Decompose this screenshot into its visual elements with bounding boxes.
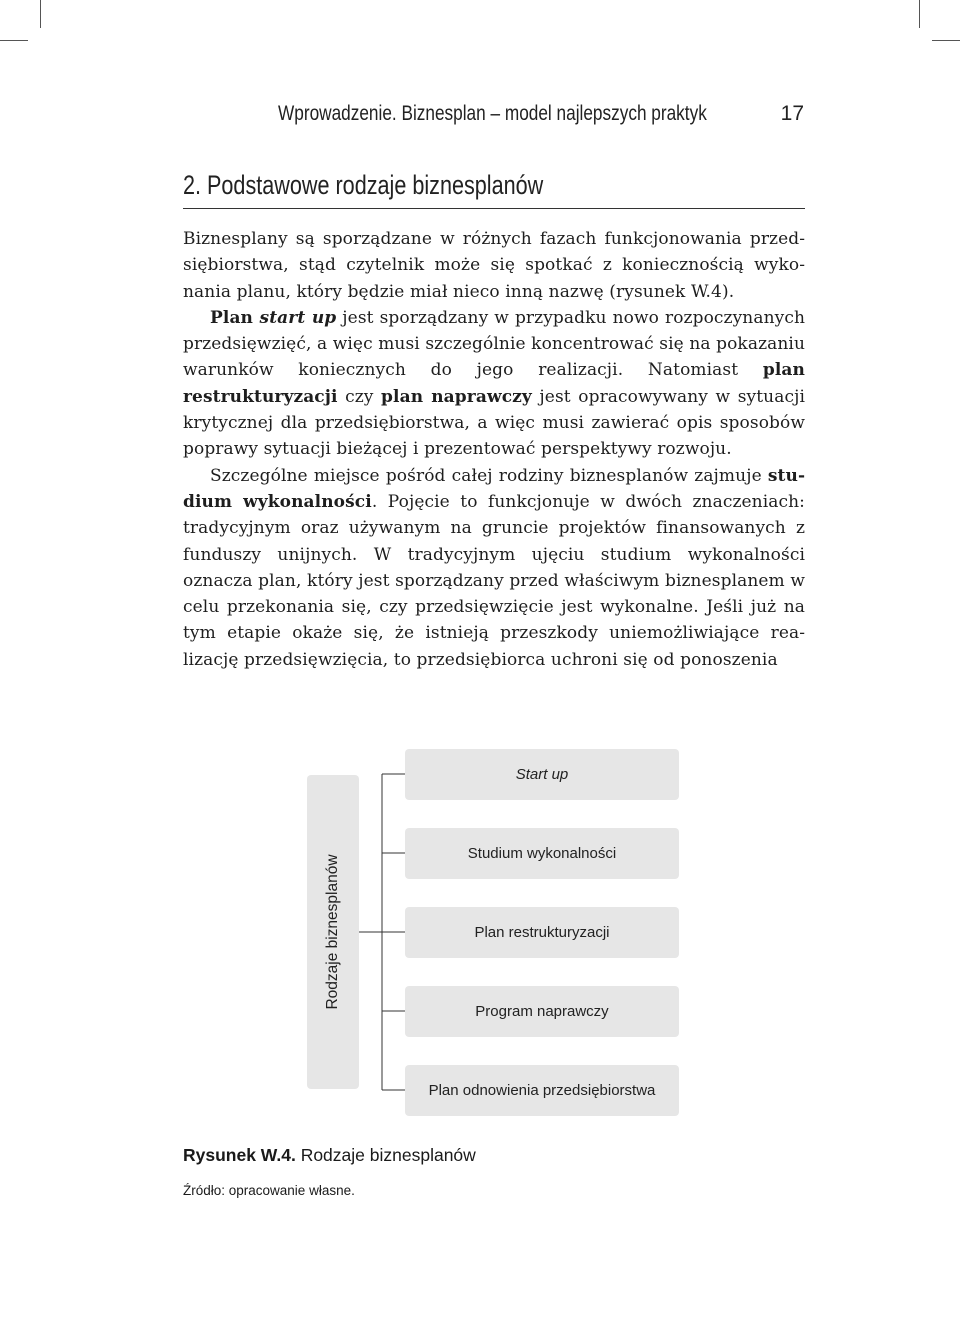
running-head-title: Wprowadzenie. Biznesplan – model najlepszych praktyk — [278, 102, 707, 125]
crop-mark — [0, 40, 28, 41]
crop-mark — [40, 0, 41, 28]
paragraph-2-text-b: czy — [337, 386, 382, 407]
paragraph-3-text-a: Szczególne miejsce pośród całej rodziny biznesplanów zajmuje — [210, 465, 768, 486]
diagram-box-plan-odnowienia: Plan odnowienia przedsiębiorstwa — [405, 1065, 679, 1116]
diagram-root-label: Rodzaje biznesplanów — [324, 854, 341, 1010]
term-plan-restrukturyzacji: plan restrukturyzacji — [183, 360, 805, 407]
diagram-box-studium-wykonalnosci: Studium wykonalności — [405, 828, 679, 879]
figure-caption — [183, 1145, 476, 1166]
paragraph-1: Biznesplany są sporządzane w różnych fazach funkcjonowania przedsiębiorstwa, stąd czytelnik może się spotkać z koniecznością wykonania planu, który będzie miał nieco inną nazwę (rysunek W.4). — [183, 229, 805, 302]
paragraph-3-text-b: . Pojęcie to funkcjonuje w dwóch znaczeniach: tradycyjnym oraz używanym na gruncie projektów finansowanych z funduszy unijnych. W tradycyjnym ujęciu studium wykonalności oznacza plan, który jest sporządzany przed właściwym biznesplanem w celu przekonania się, czy przedsięwzięcie jest wykonalne. Jeśli już na tym etapie okaże się, że istnieją przeszkody uniemożliwiające realizację przedsięwzięcia, to przedsiębiorca uchroni się od ponoszenia — [183, 491, 805, 670]
diagram-root-box — [307, 775, 359, 1089]
term-plan-naprawczy: plan naprawczy — [381, 386, 532, 407]
crop-mark — [919, 0, 920, 28]
crop-mark — [932, 40, 960, 41]
figure-caption-label: Rysunek W.4. — [183, 1145, 296, 1165]
paragraph-2-text-a: jest sporządzany w przypadku nowo rozpoczynanych przedsięwzięć, a więc musi szczególnie koncentrować się na pokazaniu warunków koniecznych do jego realizacji. Natomiast — [183, 307, 805, 381]
paragraph-2-text-c: jest opracowywany w sytuacji krytycznej dla przedsiębiorstwa, a więc musi zawierać opis sposobów poprawy sytuacji bieżącej i prezentować perspektywy rozwoju. — [183, 386, 805, 460]
page-number: 17 — [780, 102, 804, 125]
term-start-up: start up — [259, 307, 337, 328]
diagram-box-start-up: Start up — [405, 749, 679, 800]
section-title: 2. Podstawowe rodzaje biznesplanów — [183, 170, 544, 200]
paragraph-2 — [183, 305, 805, 463]
term-studium-wykonalnosci: studium wykonalności — [183, 465, 805, 512]
term-plan: Plan — [210, 307, 260, 328]
diagram-box-plan-restrukturyzacji: Plan restrukturyzacji — [405, 907, 679, 958]
body-text — [183, 226, 805, 673]
diagram-box-program-naprawczy: Program naprawczy — [405, 986, 679, 1037]
title-rule — [183, 208, 805, 209]
figure-source: Źródło: opracowanie własne. — [183, 1183, 355, 1198]
paragraph-3 — [183, 463, 805, 673]
figure-caption-text: Rodzaje biznesplanów — [295, 1145, 476, 1165]
